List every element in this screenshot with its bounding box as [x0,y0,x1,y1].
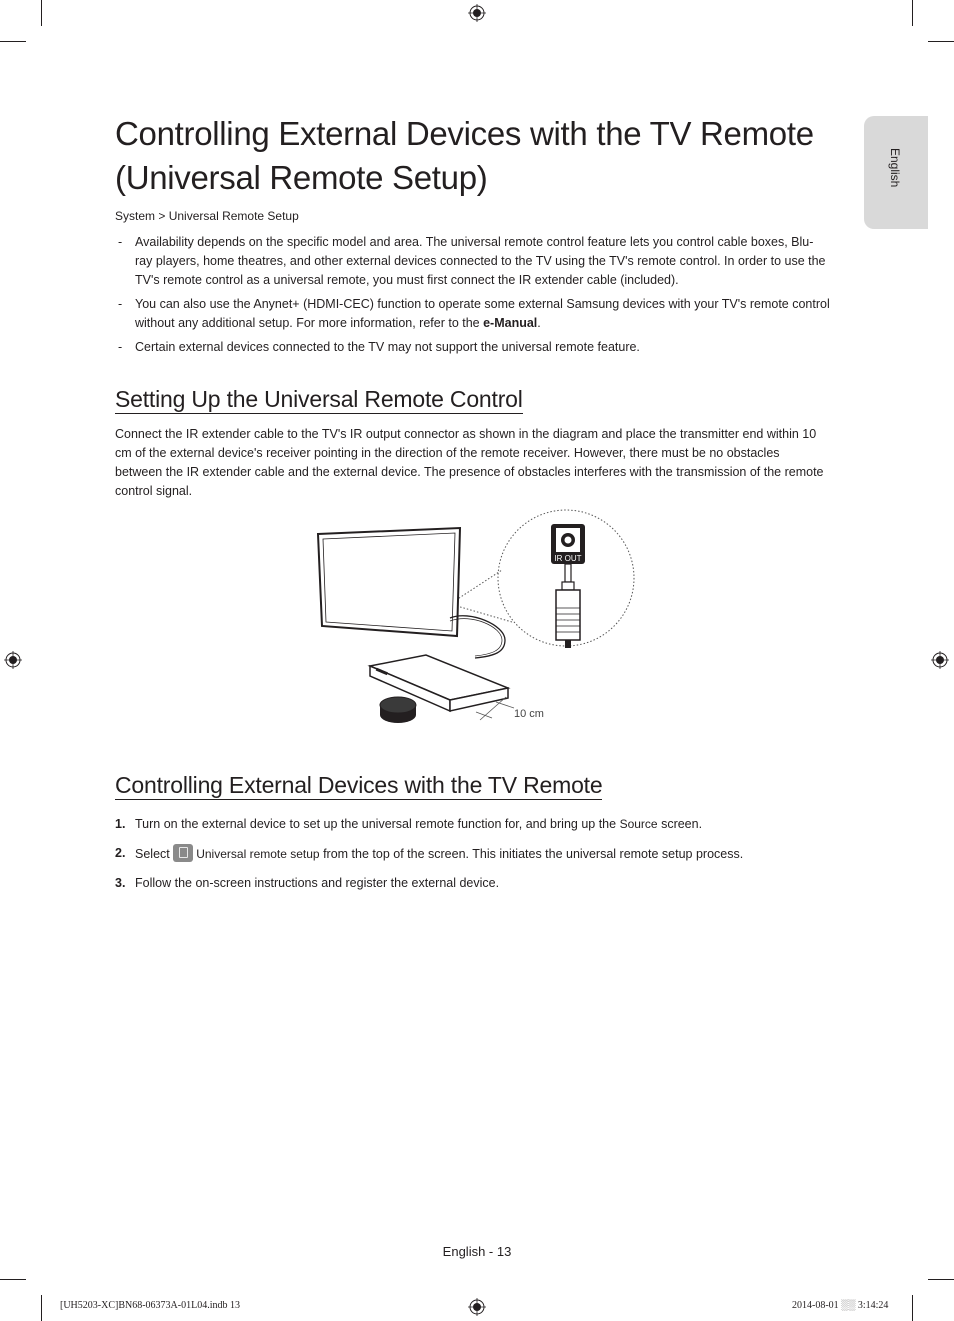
note-dash: - [118,297,123,311]
page-number: English - 13 [442,1244,512,1259]
tv-illustration [318,528,460,636]
step-number: 3. [115,876,126,890]
crop-mark [0,1279,26,1280]
step-number: 1. [115,817,126,831]
print-file-info: [UH5203-XC]BN68-06373A-01L04.indb 13 [60,1300,240,1311]
note-text: Availability depends on the specific model and area. The universal remote control feature lets you control cable boxes, Blu-ray players, home theatres, and other external devices connected to the TV using the TV's remote control. In order to use the TV's remote control as a universal remote, you must first connect the IR extender cable (included). [135,235,826,287]
step-text-end: from the top of the screen. This initiates the universal remote setup process. [319,847,744,861]
notes-list [115,233,830,362]
section-heading-control: Controlling External Devices with the TV Remote [115,772,603,798]
registration-mark-icon [4,651,22,669]
distance-label: 10 cm [514,708,544,720]
crop-mark [912,0,913,26]
universal-remote-icon [173,844,193,862]
menu-path-separator: > [158,209,166,223]
crop-mark [928,41,954,42]
note-dash: - [118,340,123,354]
ir-extender-diagram [300,500,650,735]
note-item [115,295,830,333]
step-number: 2. [115,846,126,860]
menu-path-root: System [115,209,156,223]
ir-out-label: IR OUT [554,554,582,563]
note-item [115,338,830,357]
crop-mark [0,41,26,42]
step-item [115,844,830,864]
steps-list [115,815,830,903]
crop-mark [41,0,42,26]
menu-path-leaf: Universal Remote Setup [168,209,299,223]
crop-mark [912,1295,913,1321]
registration-mark-icon [468,4,486,22]
page-title: Controlling External Devices with the TV Remote (Universal Remote Setup) [115,115,814,196]
note-item [115,233,830,290]
registration-mark-icon [468,1298,486,1316]
note-text-end: . [537,316,541,330]
jack-plug-icon [556,564,580,648]
universal-remote-setup-ui-label: Universal remote setup [196,847,320,861]
step-item [115,815,830,834]
setup-paragraph: Connect the IR extender cable to the TV's IR output connector as shown in the diagram and place the transmitter end within 10 cm of the external device's receiver pointing in the direction of the remote receiver. However, there must be no obstacles between the IR extender cable and the external device. The presence of obstacles interferes with the transmission of the remote control signal. [115,427,824,498]
step-text: Select [135,847,174,861]
language-side-tab [864,116,928,229]
section-heading-setup: Setting Up the Universal Remote Control [115,386,523,412]
step-text: Follow the on-screen instructions and register the external device. [135,876,500,890]
step-text: Turn on the external device to set up the universal remote function for, and bring up the [135,817,620,831]
callout-circle [450,510,634,646]
crop-mark [928,1279,954,1280]
note-text: You can also use the Anynet+ (HDMI-CEC) function to operate some external Samsung devices with your TV's remote control without any additional setup. For more information, refer to the [135,297,830,330]
ir-transmitter-illustration [380,697,416,723]
menu-path [115,209,299,223]
note-text: Certain external devices connected to the TV may not support the universal remote feature. [135,340,640,354]
print-timestamp: 2014-08-01 ░░ 3:14:24 [792,1300,889,1311]
crop-mark [41,1295,42,1321]
note-dash: - [118,235,123,249]
language-side-tab-label: English [888,148,902,188]
step-item [115,874,830,893]
e-manual-link[interactable]: e-Manual [483,316,538,330]
source-ui-label: Source [619,817,658,831]
registration-mark-icon [931,651,949,669]
step-text-end: screen. [657,817,703,831]
